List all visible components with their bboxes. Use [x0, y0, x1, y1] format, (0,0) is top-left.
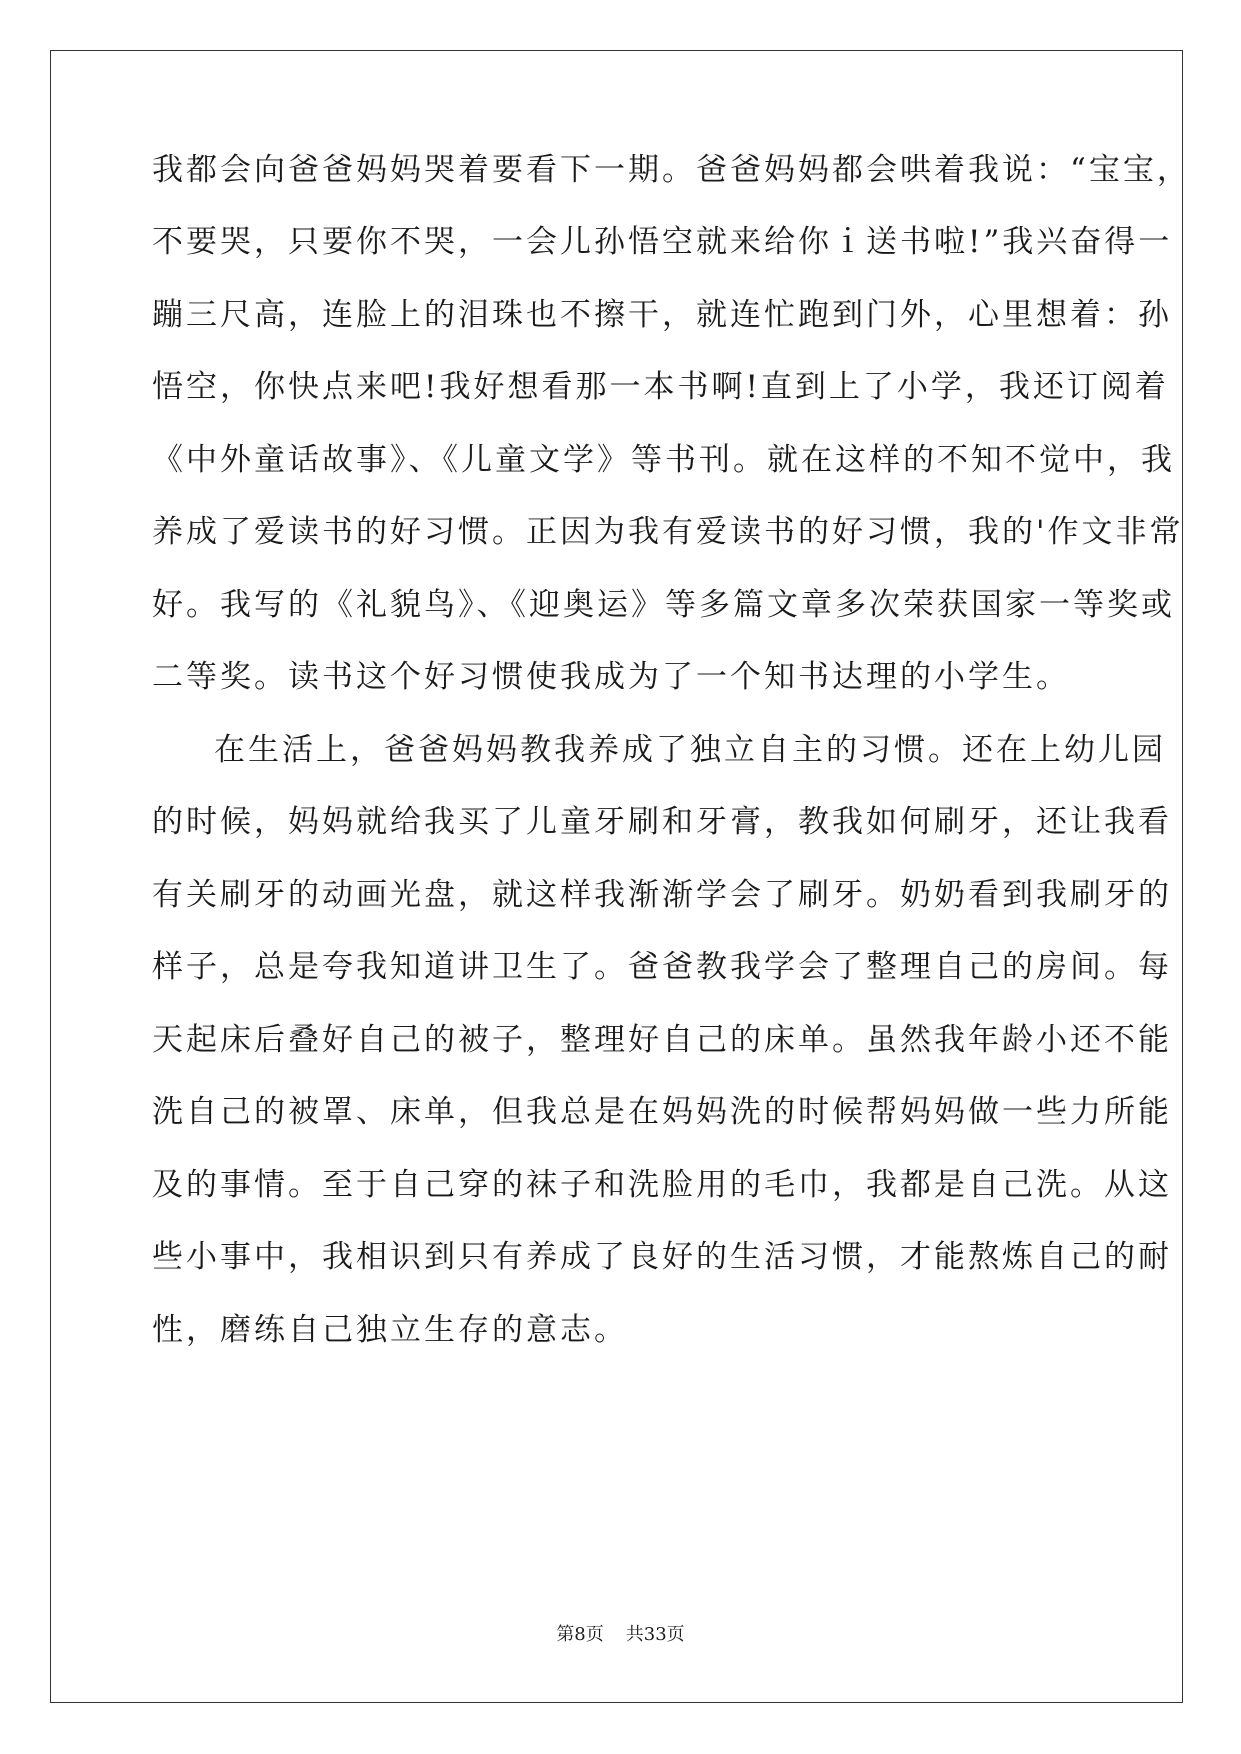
text-line: 悟空，你快点来吧!我好想看那一本书啊!直到上了小学，我还订阅着: [152, 369, 1169, 405]
text-line: 我都会向爸爸妈妈哭着要看下一期。爸爸妈妈都会哄着我说：“宝宝，: [152, 152, 1191, 188]
text-line: 及的事情。至于自己穿的袜子和洗脸用的毛巾，我都是自己洗。从这: [152, 1167, 1172, 1203]
text-line: 好。我写的《礼貌鸟》、《迎奥运》等多篇文章多次荣获国家一等奖或: [152, 587, 1175, 623]
text-line: 养成了爱读书的好习惯。正因为我有爱读书的好习惯，我的'作文非常: [152, 514, 1184, 550]
text-line: 性，磨练自己独立生存的意志。: [152, 1312, 628, 1348]
page-number: 第8页: [556, 1624, 604, 1645]
text-line: 洗自己的被罩、床单，但我总是在妈妈洗的时候帮妈妈做一些力所能: [152, 1094, 1172, 1130]
page-total: 共33页: [625, 1624, 685, 1645]
text-line: 有关刷牙的动画光盘，就这样我渐渐学会了刷牙。奶奶看到我刷牙的: [152, 877, 1172, 913]
text-line: 蹦三尺高，连脸上的泪珠也不擦干，就连忙跑到门外，心里想着：孙: [152, 297, 1172, 333]
text-line: 不要哭，只要你不哭，一会儿孙悟空就来给你ｉ送书啦!”我兴奋得一: [152, 224, 1173, 260]
text-line: 的时候，妈妈就给我买了儿童牙刷和牙膏，教我如何刷牙，还让我看: [152, 804, 1172, 840]
text-line: 二等奖。读书这个好习惯使我成为了一个知书达理的小学生。: [152, 659, 1070, 695]
text-line: 天起床后叠好自己的被子，整理好自己的床单。虽然我年龄小还不能: [152, 1022, 1172, 1058]
paragraph-first-line: 在生活上，爸爸妈妈教我养成了独立自主的习惯。还在上幼儿园: [214, 732, 1166, 768]
text-line: 些小事中，我相识到只有养成了良好的生活习惯，才能熬炼自己的耐: [152, 1239, 1172, 1275]
text-line: 样子，总是夸我知道讲卫生了。爸爸教我学会了整理自己的房间。每: [152, 949, 1172, 985]
page-footer: [0, 1620, 1241, 1646]
text-line: 《中外童话故事》、《儿童文学》等书刊。就在这样的不知不觉中，我: [152, 442, 1175, 478]
